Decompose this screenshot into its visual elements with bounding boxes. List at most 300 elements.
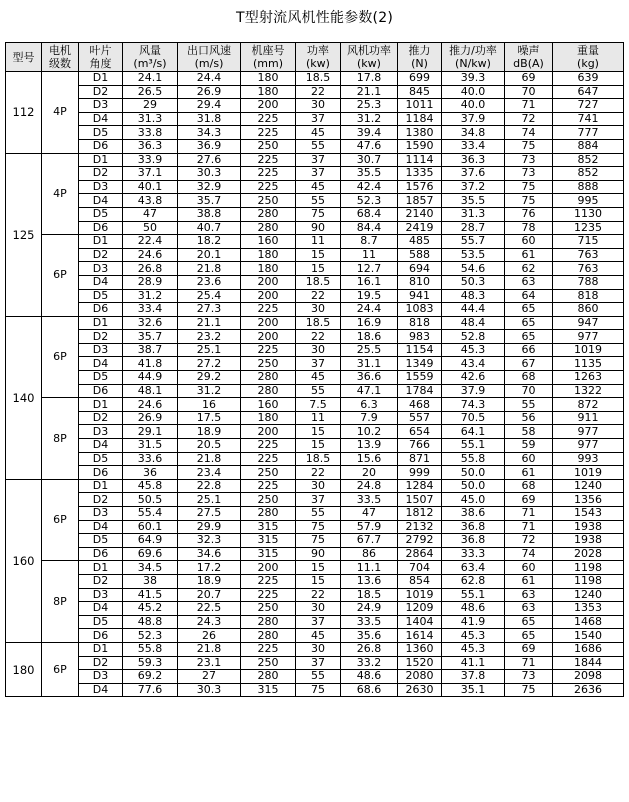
frame-size-cell: 200 <box>241 275 296 289</box>
thrust-cell: 468 <box>398 398 442 412</box>
fan-power-cell: 10.2 <box>341 425 398 439</box>
table-row <box>6 534 624 548</box>
power-cell: 37 <box>296 112 341 126</box>
frame-size-cell: 180 <box>241 72 296 86</box>
table-row <box>6 330 624 344</box>
table-row <box>6 479 624 493</box>
fan-power-cell: 24.9 <box>341 602 398 616</box>
noise-cell: 72 <box>505 534 553 548</box>
power-cell: 22 <box>296 85 341 99</box>
thrust-cell: 699 <box>398 72 442 86</box>
frame-size-cell: 225 <box>241 343 296 357</box>
air-volume-cell: 47 <box>123 207 178 221</box>
frame-size-cell: 315 <box>241 547 296 561</box>
air-volume-cell: 50 <box>123 221 178 235</box>
thrust-cell: 854 <box>398 574 442 588</box>
thrust-per-power-cell: 37.8 <box>442 670 505 684</box>
thrust-cell: 2792 <box>398 534 442 548</box>
blade-angle-cell: D2 <box>79 411 123 425</box>
air-volume-cell: 29.1 <box>123 425 178 439</box>
thrust-cell: 1335 <box>398 167 442 181</box>
blade-angle-cell: D4 <box>79 520 123 534</box>
outlet-velocity-cell: 29.2 <box>178 371 241 385</box>
power-cell: 37 <box>296 656 341 670</box>
frame-size-cell: 250 <box>241 357 296 371</box>
outlet-velocity-cell: 21.8 <box>178 262 241 276</box>
weight-cell: 1198 <box>553 574 624 588</box>
fan-power-cell: 26.8 <box>341 642 398 656</box>
power-cell: 18.5 <box>296 275 341 289</box>
power-cell: 45 <box>296 371 341 385</box>
weight-cell: 1130 <box>553 207 624 221</box>
frame-size-cell: 200 <box>241 289 296 303</box>
thrust-per-power-cell: 38.6 <box>442 507 505 521</box>
power-cell: 7.5 <box>296 398 341 412</box>
air-volume-cell: 22.4 <box>123 235 178 249</box>
thrust-per-power-cell: 36.8 <box>442 534 505 548</box>
thrust-per-power-cell: 64.1 <box>442 425 505 439</box>
fan-power-cell: 35.6 <box>341 629 398 643</box>
thrust-cell: 588 <box>398 248 442 262</box>
blade-angle-cell: D5 <box>79 615 123 629</box>
thrust-per-power-cell: 45.0 <box>442 493 505 507</box>
table-row <box>6 520 624 534</box>
thrust-per-power-cell: 37.6 <box>442 167 505 181</box>
power-cell: 75 <box>296 683 341 697</box>
thrust-cell: 1559 <box>398 371 442 385</box>
outlet-velocity-cell: 21.8 <box>178 452 241 466</box>
power-cell: 90 <box>296 547 341 561</box>
thrust-cell: 1857 <box>398 194 442 208</box>
thrust-cell: 1360 <box>398 642 442 656</box>
table-row <box>6 357 624 371</box>
frame-size-cell: 280 <box>241 670 296 684</box>
table-row <box>6 194 624 208</box>
air-volume-cell: 52.3 <box>123 629 178 643</box>
noise-cell: 71 <box>505 507 553 521</box>
air-volume-cell: 31.3 <box>123 112 178 126</box>
table-row <box>6 629 624 643</box>
thrust-per-power-cell: 36.8 <box>442 520 505 534</box>
fan-power-cell: 16.9 <box>341 316 398 330</box>
thrust-cell: 810 <box>398 275 442 289</box>
power-cell: 15 <box>296 248 341 262</box>
thrust-per-power-cell: 70.5 <box>442 411 505 425</box>
thrust-cell: 1154 <box>398 343 442 357</box>
thrust-per-power-cell: 50.0 <box>442 479 505 493</box>
noise-cell: 69 <box>505 642 553 656</box>
table-row <box>6 602 624 616</box>
outlet-velocity-cell: 34.6 <box>178 547 241 561</box>
blade-angle-cell: D6 <box>79 139 123 153</box>
header-outlet-velocity: 出口风速 (m/s) <box>178 43 241 72</box>
weight-cell: 977 <box>553 439 624 453</box>
fan-power-cell: 24.8 <box>341 479 398 493</box>
noise-cell: 65 <box>505 330 553 344</box>
outlet-velocity-cell: 23.4 <box>178 466 241 480</box>
outlet-velocity-cell: 31.8 <box>178 112 241 126</box>
blade-angle-cell: D3 <box>79 99 123 113</box>
blade-angle-cell: D4 <box>79 357 123 371</box>
thrust-per-power-cell: 28.7 <box>442 221 505 235</box>
outlet-velocity-cell: 17.5 <box>178 411 241 425</box>
noise-cell: 70 <box>505 384 553 398</box>
weight-cell: 788 <box>553 275 624 289</box>
thrust-cell: 1284 <box>398 479 442 493</box>
power-cell: 11 <box>296 411 341 425</box>
air-volume-cell: 33.4 <box>123 303 178 317</box>
table-row <box>6 112 624 126</box>
fan-power-cell: 15.6 <box>341 452 398 466</box>
thrust-per-power-cell: 40.0 <box>442 85 505 99</box>
table-row <box>6 221 624 235</box>
fan-power-cell: 25.3 <box>341 99 398 113</box>
noise-cell: 60 <box>505 235 553 249</box>
table-row <box>6 72 624 86</box>
noise-cell: 65 <box>505 615 553 629</box>
noise-cell: 73 <box>505 153 553 167</box>
air-volume-cell: 36 <box>123 466 178 480</box>
weight-cell: 977 <box>553 330 624 344</box>
weight-cell: 860 <box>553 303 624 317</box>
outlet-velocity-cell: 36.9 <box>178 139 241 153</box>
outlet-velocity-cell: 23.2 <box>178 330 241 344</box>
table-row <box>6 452 624 466</box>
table-row <box>6 574 624 588</box>
table-row <box>6 656 624 670</box>
blade-angle-cell: D3 <box>79 425 123 439</box>
weight-cell: 911 <box>553 411 624 425</box>
frame-size-cell: 180 <box>241 411 296 425</box>
air-volume-cell: 38 <box>123 574 178 588</box>
table-row <box>6 85 624 99</box>
weight-cell: 1240 <box>553 479 624 493</box>
blade-angle-cell: D4 <box>79 194 123 208</box>
outlet-velocity-cell: 20.7 <box>178 588 241 602</box>
weight-cell: 2098 <box>553 670 624 684</box>
weight-cell: 2636 <box>553 683 624 697</box>
fan-power-cell: 16.1 <box>341 275 398 289</box>
table-row <box>6 683 624 697</box>
frame-size-cell: 315 <box>241 683 296 697</box>
thrust-per-power-cell: 63.4 <box>442 561 505 575</box>
air-volume-cell: 33.6 <box>123 452 178 466</box>
thrust-cell: 2132 <box>398 520 442 534</box>
blade-angle-cell: D2 <box>79 248 123 262</box>
frame-size-cell: 225 <box>241 167 296 181</box>
table-row <box>6 207 624 221</box>
power-cell: 30 <box>296 343 341 357</box>
fan-power-cell: 25.5 <box>341 343 398 357</box>
noise-cell: 73 <box>505 670 553 684</box>
noise-cell: 71 <box>505 99 553 113</box>
thrust-cell: 1019 <box>398 588 442 602</box>
frame-size-cell: 250 <box>241 602 296 616</box>
thrust-cell: 983 <box>398 330 442 344</box>
table-row <box>6 547 624 561</box>
table-row <box>6 670 624 684</box>
noise-cell: 70 <box>505 85 553 99</box>
thrust-cell: 1590 <box>398 139 442 153</box>
table-row <box>6 248 624 262</box>
thrust-cell: 1011 <box>398 99 442 113</box>
fan-power-cell: 30.7 <box>341 153 398 167</box>
weight-cell: 884 <box>553 139 624 153</box>
frame-size-cell: 180 <box>241 85 296 99</box>
weight-cell: 977 <box>553 425 624 439</box>
outlet-velocity-cell: 23.1 <box>178 656 241 670</box>
thrust-per-power-cell: 43.4 <box>442 357 505 371</box>
fan-power-cell: 68.6 <box>341 683 398 697</box>
weight-cell: 1543 <box>553 507 624 521</box>
thrust-per-power-cell: 33.4 <box>442 139 505 153</box>
blade-angle-cell: D4 <box>79 439 123 453</box>
model-cell: 112 <box>6 72 42 154</box>
thrust-cell: 1380 <box>398 126 442 140</box>
power-cell: 15 <box>296 425 341 439</box>
weight-cell: 1844 <box>553 656 624 670</box>
thrust-cell: 871 <box>398 452 442 466</box>
fan-power-cell: 17.8 <box>341 72 398 86</box>
frame-size-cell: 225 <box>241 642 296 656</box>
thrust-per-power-cell: 48.4 <box>442 316 505 330</box>
table-row <box>6 180 624 194</box>
blade-angle-cell: D6 <box>79 547 123 561</box>
frame-size-cell: 180 <box>241 262 296 276</box>
noise-cell: 69 <box>505 72 553 86</box>
header-fan-power: 风机功率 (kw) <box>341 43 398 72</box>
thrust-cell: 1404 <box>398 615 442 629</box>
header-air-volume: 风量 (m³/s) <box>123 43 178 72</box>
frame-size-cell: 280 <box>241 615 296 629</box>
blade-angle-cell: D6 <box>79 384 123 398</box>
table-row <box>6 99 624 113</box>
blade-angle-cell: D5 <box>79 534 123 548</box>
thrust-cell: 704 <box>398 561 442 575</box>
thrust-cell: 557 <box>398 411 442 425</box>
weight-cell: 1019 <box>553 466 624 480</box>
blade-angle-cell: D1 <box>79 642 123 656</box>
weight-cell: 715 <box>553 235 624 249</box>
noise-cell: 68 <box>505 479 553 493</box>
blade-angle-cell: D1 <box>79 316 123 330</box>
weight-cell: 818 <box>553 289 624 303</box>
blade-angle-cell: D3 <box>79 588 123 602</box>
fan-power-cell: 86 <box>341 547 398 561</box>
frame-size-cell: 200 <box>241 561 296 575</box>
thrust-per-power-cell: 45.3 <box>442 629 505 643</box>
blade-angle-cell: D6 <box>79 466 123 480</box>
header-frame-size: 机座号 (mm) <box>241 43 296 72</box>
motor-poles-cell: 8P <box>42 398 79 480</box>
thrust-per-power-cell: 45.3 <box>442 343 505 357</box>
air-volume-cell: 41.5 <box>123 588 178 602</box>
thrust-per-power-cell: 55.1 <box>442 439 505 453</box>
thrust-cell: 1083 <box>398 303 442 317</box>
power-cell: 15 <box>296 574 341 588</box>
thrust-per-power-cell: 44.4 <box>442 303 505 317</box>
table-row <box>6 167 624 181</box>
weight-cell: 1135 <box>553 357 624 371</box>
fan-power-cell: 67.7 <box>341 534 398 548</box>
power-cell: 30 <box>296 642 341 656</box>
outlet-velocity-cell: 30.3 <box>178 167 241 181</box>
table-row <box>6 235 624 249</box>
thrust-per-power-cell: 42.6 <box>442 371 505 385</box>
thrust-per-power-cell: 37.2 <box>442 180 505 194</box>
table-row <box>6 561 624 575</box>
table-row <box>6 493 624 507</box>
thrust-per-power-cell: 33.3 <box>442 547 505 561</box>
outlet-velocity-cell: 17.2 <box>178 561 241 575</box>
thrust-cell: 1520 <box>398 656 442 670</box>
weight-cell: 741 <box>553 112 624 126</box>
fan-power-cell: 47.1 <box>341 384 398 398</box>
blade-angle-cell: D1 <box>79 398 123 412</box>
power-cell: 37 <box>296 493 341 507</box>
air-volume-cell: 60.1 <box>123 520 178 534</box>
thrust-cell: 1184 <box>398 112 442 126</box>
noise-cell: 56 <box>505 411 553 425</box>
header-blade-angle: 叶片 角度 <box>79 43 123 72</box>
thrust-per-power-cell: 50.0 <box>442 466 505 480</box>
thrust-cell: 654 <box>398 425 442 439</box>
thrust-per-power-cell: 48.6 <box>442 602 505 616</box>
weight-cell: 1235 <box>553 221 624 235</box>
blade-angle-cell: D1 <box>79 72 123 86</box>
fan-power-cell: 20 <box>341 466 398 480</box>
fan-power-cell: 12.7 <box>341 262 398 276</box>
power-cell: 18.5 <box>296 316 341 330</box>
frame-size-cell: 225 <box>241 574 296 588</box>
header-thrust-per-power: 推力/功率 (N/kw) <box>442 43 505 72</box>
noise-cell: 72 <box>505 112 553 126</box>
outlet-velocity-cell: 31.2 <box>178 384 241 398</box>
table-row <box>6 425 624 439</box>
outlet-velocity-cell: 24.4 <box>178 72 241 86</box>
fan-power-cell: 7.9 <box>341 411 398 425</box>
thrust-per-power-cell: 52.8 <box>442 330 505 344</box>
thrust-per-power-cell: 41.9 <box>442 615 505 629</box>
blade-angle-cell: D3 <box>79 180 123 194</box>
header-motor-poles: 电机 级数 <box>42 43 79 72</box>
weight-cell: 888 <box>553 180 624 194</box>
fan-power-cell: 13.6 <box>341 574 398 588</box>
frame-size-cell: 315 <box>241 534 296 548</box>
table-row <box>6 371 624 385</box>
model-cell: 125 <box>6 153 42 316</box>
frame-size-cell: 250 <box>241 139 296 153</box>
thrust-per-power-cell: 31.3 <box>442 207 505 221</box>
noise-cell: 73 <box>505 167 553 181</box>
air-volume-cell: 29 <box>123 99 178 113</box>
header-weight: 重量 (kg) <box>553 43 624 72</box>
frame-size-cell: 200 <box>241 330 296 344</box>
frame-size-cell: 200 <box>241 99 296 113</box>
air-volume-cell: 24.1 <box>123 72 178 86</box>
noise-cell: 75 <box>505 194 553 208</box>
weight-cell: 852 <box>553 153 624 167</box>
air-volume-cell: 26.9 <box>123 411 178 425</box>
noise-cell: 66 <box>505 343 553 357</box>
weight-cell: 1938 <box>553 534 624 548</box>
air-volume-cell: 31.2 <box>123 289 178 303</box>
noise-cell: 65 <box>505 629 553 643</box>
blade-angle-cell: D2 <box>79 167 123 181</box>
performance-table-container <box>5 42 623 697</box>
thrust-per-power-cell: 55.7 <box>442 235 505 249</box>
table-row <box>6 384 624 398</box>
thrust-per-power-cell: 48.3 <box>442 289 505 303</box>
air-volume-cell: 24.6 <box>123 398 178 412</box>
page-title: T型射流风机性能参数(2) <box>236 10 393 26</box>
air-volume-cell: 26.8 <box>123 262 178 276</box>
blade-angle-cell: D5 <box>79 452 123 466</box>
weight-cell: 1468 <box>553 615 624 629</box>
outlet-velocity-cell: 27.5 <box>178 507 241 521</box>
weight-cell: 1198 <box>553 561 624 575</box>
table-row <box>6 642 624 656</box>
air-volume-cell: 59.3 <box>123 656 178 670</box>
frame-size-cell: 250 <box>241 466 296 480</box>
noise-cell: 64 <box>505 289 553 303</box>
blade-angle-cell: D3 <box>79 507 123 521</box>
power-cell: 55 <box>296 139 341 153</box>
outlet-velocity-cell: 24.3 <box>178 615 241 629</box>
thrust-per-power-cell: 45.3 <box>442 642 505 656</box>
power-cell: 18.5 <box>296 452 341 466</box>
table-row <box>6 126 624 140</box>
blade-angle-cell: D5 <box>79 126 123 140</box>
power-cell: 22 <box>296 588 341 602</box>
air-volume-cell: 31.5 <box>123 439 178 453</box>
air-volume-cell: 48.8 <box>123 615 178 629</box>
power-cell: 11 <box>296 235 341 249</box>
noise-cell: 75 <box>505 683 553 697</box>
power-cell: 30 <box>296 479 341 493</box>
frame-size-cell: 225 <box>241 180 296 194</box>
table-row <box>6 303 624 317</box>
blade-angle-cell: D2 <box>79 493 123 507</box>
fan-power-cell: 36.6 <box>341 371 398 385</box>
outlet-velocity-cell: 29.9 <box>178 520 241 534</box>
weight-cell: 647 <box>553 85 624 99</box>
air-volume-cell: 64.9 <box>123 534 178 548</box>
outlet-velocity-cell: 26.9 <box>178 85 241 99</box>
table-row <box>6 439 624 453</box>
thrust-cell: 1812 <box>398 507 442 521</box>
table-row <box>6 153 624 167</box>
outlet-velocity-cell: 30.3 <box>178 683 241 697</box>
frame-size-cell: 280 <box>241 507 296 521</box>
power-cell: 75 <box>296 207 341 221</box>
weight-cell: 872 <box>553 398 624 412</box>
frame-size-cell: 225 <box>241 439 296 453</box>
motor-poles-cell: 6P <box>42 479 79 561</box>
air-volume-cell: 40.1 <box>123 180 178 194</box>
air-volume-cell: 69.6 <box>123 547 178 561</box>
table-row <box>6 139 624 153</box>
air-volume-cell: 34.5 <box>123 561 178 575</box>
power-cell: 37 <box>296 167 341 181</box>
weight-cell: 763 <box>553 248 624 262</box>
fan-power-cell: 35.5 <box>341 167 398 181</box>
air-volume-cell: 33.8 <box>123 126 178 140</box>
thrust-cell: 1349 <box>398 357 442 371</box>
power-cell: 22 <box>296 330 341 344</box>
fan-power-cell: 52.3 <box>341 194 398 208</box>
weight-cell: 777 <box>553 126 624 140</box>
